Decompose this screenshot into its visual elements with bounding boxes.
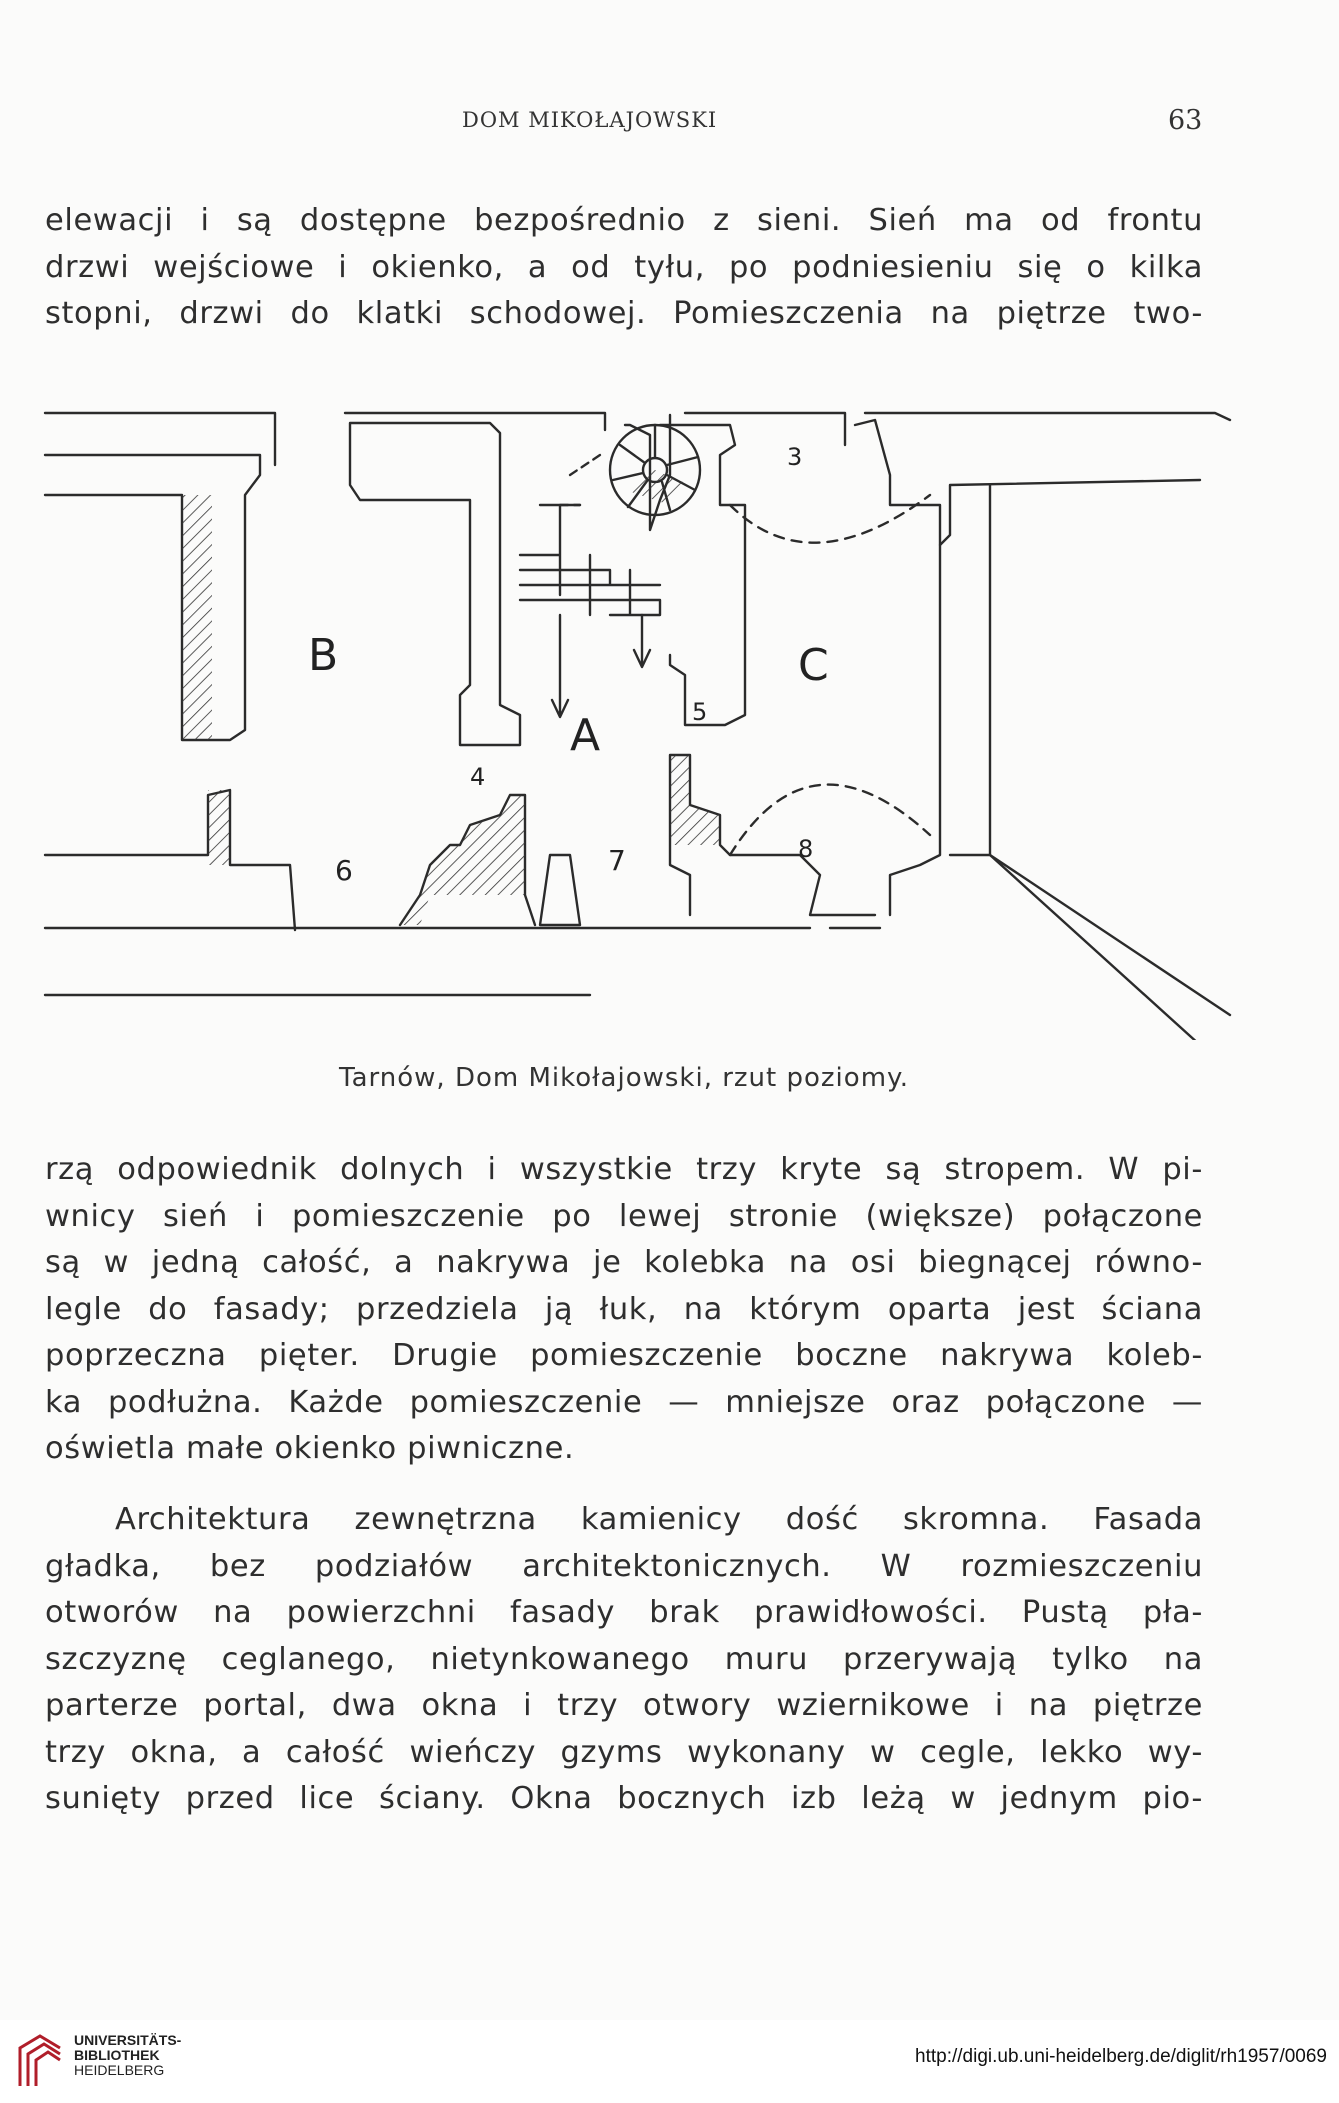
text-line: ka podłużna. Każde pomieszczenie — mniejsze oraz połączone —	[45, 1384, 1203, 1420]
text-line: szczyznę ceglanego, nietynkowanego muru przerywają tylko na	[45, 1641, 1203, 1677]
wall-c-upper	[855, 420, 1200, 545]
permalink-url[interactable]: http://digi.ub.uni-heidelberg.de/diglit/rh1957/0069	[915, 2046, 1327, 2067]
room-label-b: B	[308, 630, 339, 681]
stair-treads	[520, 505, 660, 615]
wall-central-left	[350, 423, 520, 745]
plan-number-3: 3	[787, 443, 803, 471]
door-arc-upper	[730, 495, 930, 543]
text-line: poprzeczna pięter. Drugie pomieszczenie boczne nakrywa koleb-	[45, 1338, 1203, 1373]
plan-number-8: 8	[798, 835, 814, 863]
text-line: parterze portal, dwa okna i trzy otwory wziernikowe i na piętrze	[45, 1688, 1203, 1723]
hatch-wall-6	[400, 795, 525, 925]
paragraph-bottom	[45, 1497, 1203, 1823]
paragraph-mid	[45, 1147, 1203, 1473]
floor-plan	[30, 395, 1260, 1040]
wall-c-lower	[950, 855, 1200, 1040]
plan-number-6: 6	[335, 854, 353, 887]
hatch-wall-b-lower	[208, 790, 230, 865]
stair-dashed-guide	[560, 455, 600, 505]
text-line: sunięty przed lice ściany. Okna bocznych izb leżą w jednym pio-	[45, 1781, 1203, 1816]
plan-number-5: 5	[692, 698, 708, 726]
wall-c-mid	[890, 545, 940, 915]
paragraph-top	[45, 198, 1203, 338]
figure-caption: Tarnów, Dom Mikołajowski, rzut poziomy.	[339, 1063, 909, 1093]
pier-7	[540, 855, 580, 925]
hatch-wall-b	[182, 495, 212, 740]
library-name[interactable]	[74, 2033, 181, 2078]
library-name-line: BIBLIOTHEK	[74, 2047, 160, 2063]
page-number: 63	[1168, 105, 1203, 136]
plan-number-7: 7	[608, 844, 626, 877]
text-line: oświetla małe okienko piwniczne.	[45, 1431, 575, 1466]
text-line: drzwi wejściowe i okienko, a od tyłu, po podniesieniu się o kilka	[45, 249, 1203, 285]
running-head	[0, 105, 1339, 148]
room-label-a: A	[570, 710, 601, 761]
text-line: stopni, drzwi do klatki schodowej. Pomieszczenia na piętrze two-	[45, 296, 1203, 331]
library-logo-icon[interactable]	[14, 2030, 66, 2092]
wall-central-right	[660, 425, 745, 725]
text-line: trzy okna, a całość wieńczy gzyms wykonany w cegle, lekko wy-	[45, 1734, 1203, 1770]
plan-number-4: 4	[470, 763, 486, 791]
door-arc-lower	[730, 785, 930, 855]
viewer-footer	[0, 2020, 1339, 2103]
text-line: rzą odpowiednik dolnych i wszystkie trzy kryte są stropem. W pi-	[45, 1152, 1203, 1187]
text-line: elewacji i są dostępne bezpośrednio z sieni. Sień ma od frontu	[45, 203, 1203, 238]
text-line: gładka, bez podziałów architektonicznych. W rozmieszczeniu	[45, 1548, 1203, 1584]
hatch-wall-8	[670, 755, 720, 845]
stair-arrow-down-left	[552, 615, 568, 717]
wall-b-upper	[45, 455, 260, 740]
text-line: są w jedną całość, a nakrywa je kolebka na osi biegnącej równo-	[45, 1245, 1203, 1280]
running-title: DOM MIKOŁAJOWSKI	[462, 108, 718, 132]
text-line: legle do fasady; przedziela ją łuk, na którym oparta jest ściana	[45, 1291, 1203, 1327]
room-label-c: C	[798, 640, 829, 691]
text-line: wnicy sień i pomieszczenie po lewej stronie (większe) połączone	[45, 1198, 1203, 1234]
library-name-line: HEIDELBERG	[74, 2062, 165, 2078]
text-line: Architektura zewnętrzna kamienicy dość skromna. Fasada	[115, 1502, 1203, 1537]
text-line: otworów na powierzchni fasady brak prawidłowości. Pustą pła-	[45, 1595, 1203, 1630]
library-name-line: UNIVERSITÄTS-	[74, 2032, 182, 2048]
wall-c-diagonal	[990, 485, 1230, 1015]
wall-b-lower	[45, 790, 295, 930]
stair-arrow-down-right	[634, 615, 650, 667]
